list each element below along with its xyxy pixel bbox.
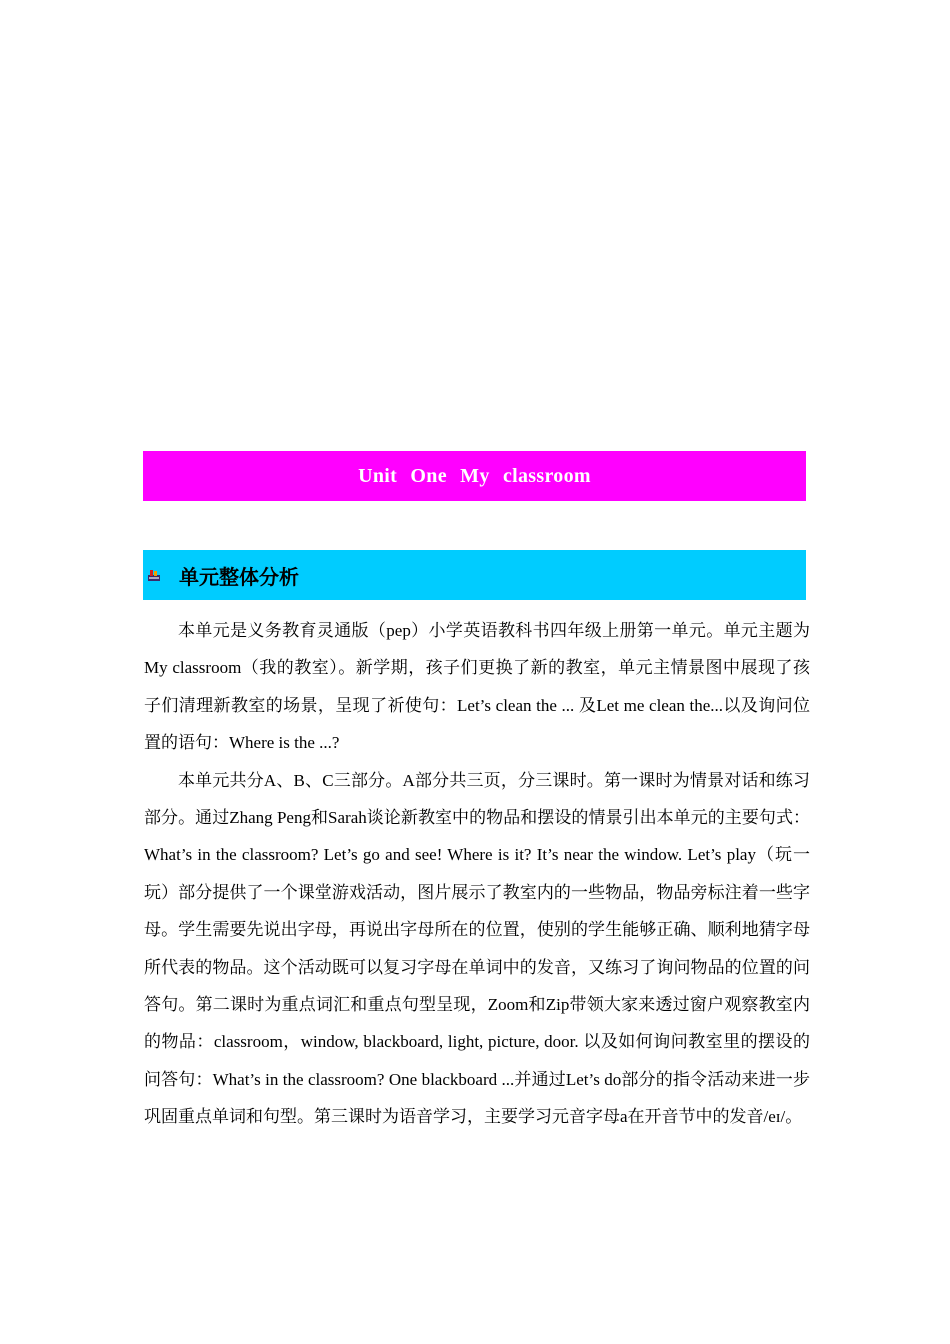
section-header-bar [143,550,806,600]
bookmark-icon [147,568,161,582]
unit-title-bar [143,451,806,501]
section-heading: 单元整体分析 [179,564,299,589]
unit-title: Unit One My classroom [358,464,591,487]
paragraph-intro: 本单元是义务教育灵通版（pep）小学英语教科书四年级上册第一单元。单元主题为My classroom（我的教室）。新学期，孩子们更换了新的教室，单元主情景图中展现了孩子们清理新教室的场景，呈现了祈使句：Let’s clean the ... 及Let me clean the...以及询问位置的语句：Where is the ...? [144,621,810,753]
paragraph-structure: 本单元共分A、B、C三部分。A部分共三页，分三课时。第一课时为情景对话和练习部分。通过Zhang Peng和Sarah谈论新教室中的物品和摆设的情景引出本单元的主要句式：What’s in the classroom? Let’s go and see! Where is it? It’s near the window. Let’s play（玩一玩）部分提供了一个课堂游戏活动，图片展示了教室内的一些物品，物品旁标注着一些字母。学生需要先说出字母，再说出字母所在的位置，使别的学生能够正确、顺利地猜字母所代表的物品。这个活动既可以复习字母在单词中的发音，又练习了询问物品的位置的问答句。第二课时为重点词汇和重点句型呈现，Zoom和Zip带领大家来透过窗户观察教室内的物品：classroom，window, blackboard, light, picture, door. 以及如何询问教室里的摆设的问答句：What’s in the classroom? One blackboard ...并通过Let’s do部分的指令活动来进一步巩固重点单词和句型。第三课时为语音学习，主要学习元音字母a在开音节中的发音/eɪ/。 [144,770,810,1127]
analysis-body [144,612,810,1136]
